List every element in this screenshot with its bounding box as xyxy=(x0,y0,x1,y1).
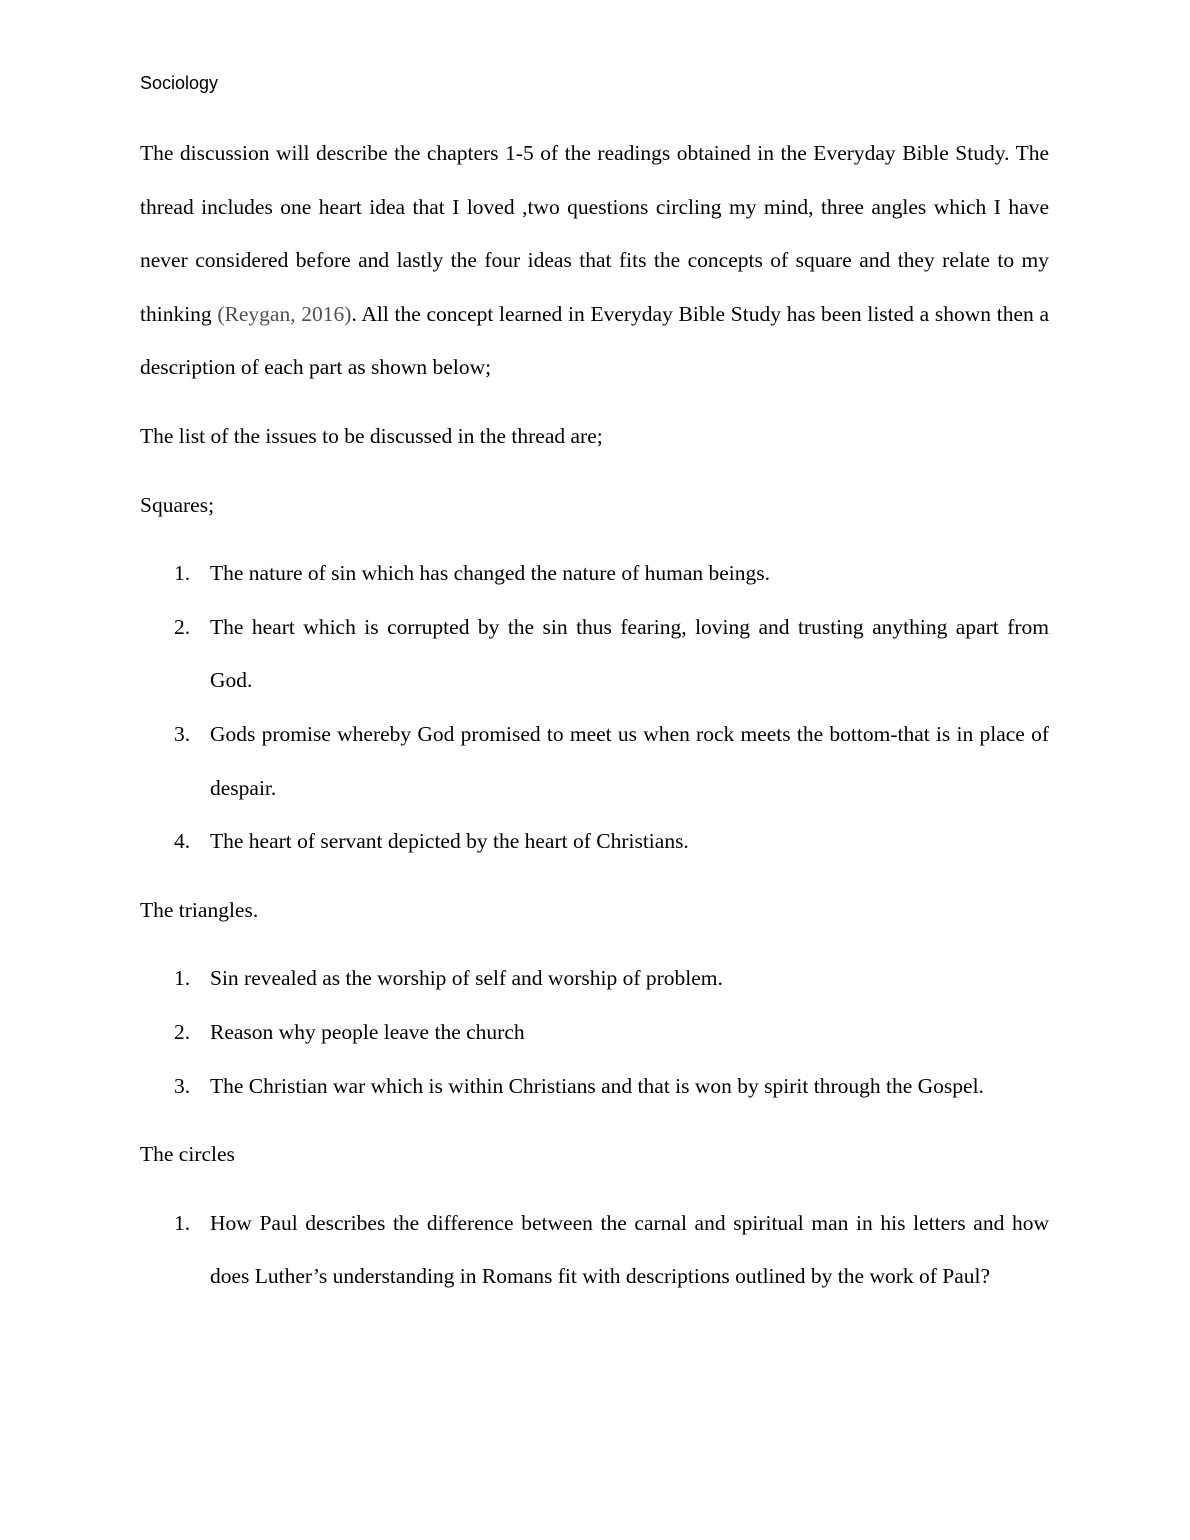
running-head: Sociology xyxy=(140,73,219,93)
list-item-number: 1. xyxy=(174,1210,191,1235)
list-item-text: The heart of servant depicted by the heart of Christians. xyxy=(210,829,689,854)
document-body xyxy=(140,127,1049,1319)
list-item-number: 3. xyxy=(174,1073,191,1098)
intro-paragraph xyxy=(140,127,1049,395)
list-item-text: How Paul describes the difference between the carnal and spiritual man in his letters and how does Luther’s understanding in Romans fit with descriptions outlined by the work of Paul? xyxy=(210,1210,1049,1289)
list-item xyxy=(140,815,1049,869)
list-item xyxy=(140,952,1049,1006)
list-item-text: The heart which is corrupted by the sin thus fearing, loving and trusting anything apart from God. xyxy=(210,614,1049,693)
list-intro: The list of the issues to be discussed in the thread are; xyxy=(140,423,603,448)
list-item xyxy=(140,1006,1049,1060)
citation: (Reygan, 2016) xyxy=(217,301,352,326)
circles-list xyxy=(140,1197,1049,1304)
circles-heading: The circles xyxy=(140,1142,235,1167)
list-item-text: The nature of sin which has changed the nature of human beings. xyxy=(210,561,771,586)
list-item-number: 3. xyxy=(174,721,191,746)
list-item-number: 1. xyxy=(174,966,191,991)
list-item-text: The Christian war which is within Christians and that is won by spirit through the Gospel. xyxy=(210,1073,984,1098)
list-item-number: 2. xyxy=(174,1019,191,1044)
triangles-list xyxy=(140,952,1049,1113)
list-item-number: 1. xyxy=(174,561,191,586)
list-item-number: 4. xyxy=(174,829,191,854)
triangles-heading: The triangles. xyxy=(140,897,259,922)
list-item-text: Gods promise whereby God promised to meet us when rock meets the bottom-that is in place of despair. xyxy=(210,721,1049,800)
list-item xyxy=(140,1060,1049,1114)
list-item-text: Sin revealed as the worship of self and worship of problem. xyxy=(210,966,723,991)
squares-list xyxy=(140,547,1049,869)
list-item xyxy=(140,708,1049,815)
squares-heading: Squares; xyxy=(140,492,215,517)
list-item xyxy=(140,547,1049,601)
list-item xyxy=(140,1197,1049,1304)
intro-text-before-citation: The discussion will describe the chapters 1-5 of the readings obtained in the Everyday Bible Study. The thread includes one heart idea that I loved ,two questions circling my mind, three angles which I have never considered before and lastly the four ideas that fits the concepts of square and they relate to my thinking xyxy=(140,141,1049,326)
list-item-text: Reason why people leave the church xyxy=(210,1019,525,1044)
list-item xyxy=(140,601,1049,708)
list-item-number: 2. xyxy=(174,614,191,639)
intro-text-after-citation: . All the concept learned in Everyday Bible Study has been listed a shown then a description of each part as shown below; xyxy=(140,301,1049,380)
